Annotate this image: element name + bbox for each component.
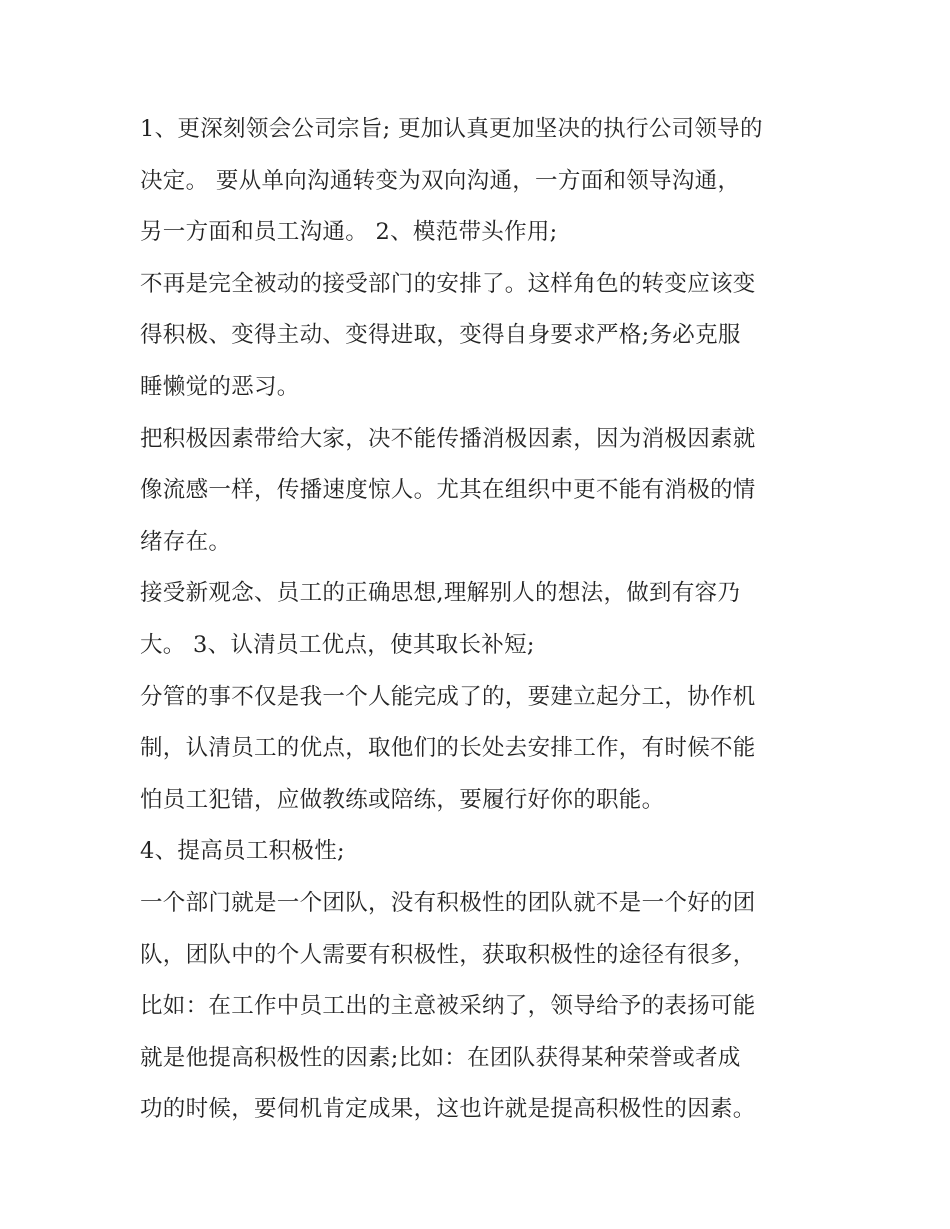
text-line-18: 比如：在工作中员工出的主意被采纳了，领导给予的表扬可能 xyxy=(140,993,756,1020)
text-line-5: 得积极、变得主动、变得进取，变得自身要求严格;务必克服 xyxy=(140,322,741,349)
text-line-14: 怕员工犯错，应做教练或陪练，要履行好你的职能。 xyxy=(140,786,665,813)
text-line-8: 像流感一样，传播速度惊人。尤其在组织中更不能有消极的情 xyxy=(140,477,756,504)
text-line-1: 1、更深刻领会公司宗旨; 更加认真更加坚决的执行公司领导的 xyxy=(140,116,763,142)
text-line-2: 决定。 要从单向沟通转变为双向沟通，一方面和领导沟通， xyxy=(140,167,741,194)
text-line-3: 另一方面和员工沟通。 2、模范带头作用; xyxy=(140,219,558,246)
text-line-10: 接受新观念、员工的正确思想,理解别人的想法，做到有容乃 xyxy=(140,580,741,607)
text-line-19: 就是他提高积极性的因素;比如：在团队获得某种荣誉或者成 xyxy=(140,1044,741,1071)
text-line-20: 功的时候，要伺机肯定成果，这也许就是提高积极性的因素。 xyxy=(140,1096,756,1123)
text-line-11: 大。 3、认清员工优点，使其取长补短; xyxy=(140,631,535,658)
text-line-16: 一个部门就是一个团队，没有积极性的团队就不是一个好的团 xyxy=(140,889,756,916)
text-line-13: 制，认清员工的优点，取他们的长处去安排工作，有时候不能 xyxy=(140,735,756,762)
text-line-12: 分管的事不仅是我一个人能完成了的，要建立起分工，协作机 xyxy=(140,683,756,710)
text-line-4: 不再是完全被动的接受部门的安排了。这样角色的转变应该变 xyxy=(140,270,756,297)
text-line-15: 4、提高员工积极性; xyxy=(140,838,345,865)
text-line-17: 队，团队中的个人需要有积极性，获取积极性的途径有很多， xyxy=(140,941,756,968)
text-line-7: 把积极因素带给大家，决不能传播消极因素，因为消极因素就 xyxy=(140,425,756,452)
document-body xyxy=(140,104,820,1136)
text-line-9: 绪存在。 xyxy=(140,528,232,555)
text-line-6: 睡懒觉的恶习。 xyxy=(140,373,300,400)
